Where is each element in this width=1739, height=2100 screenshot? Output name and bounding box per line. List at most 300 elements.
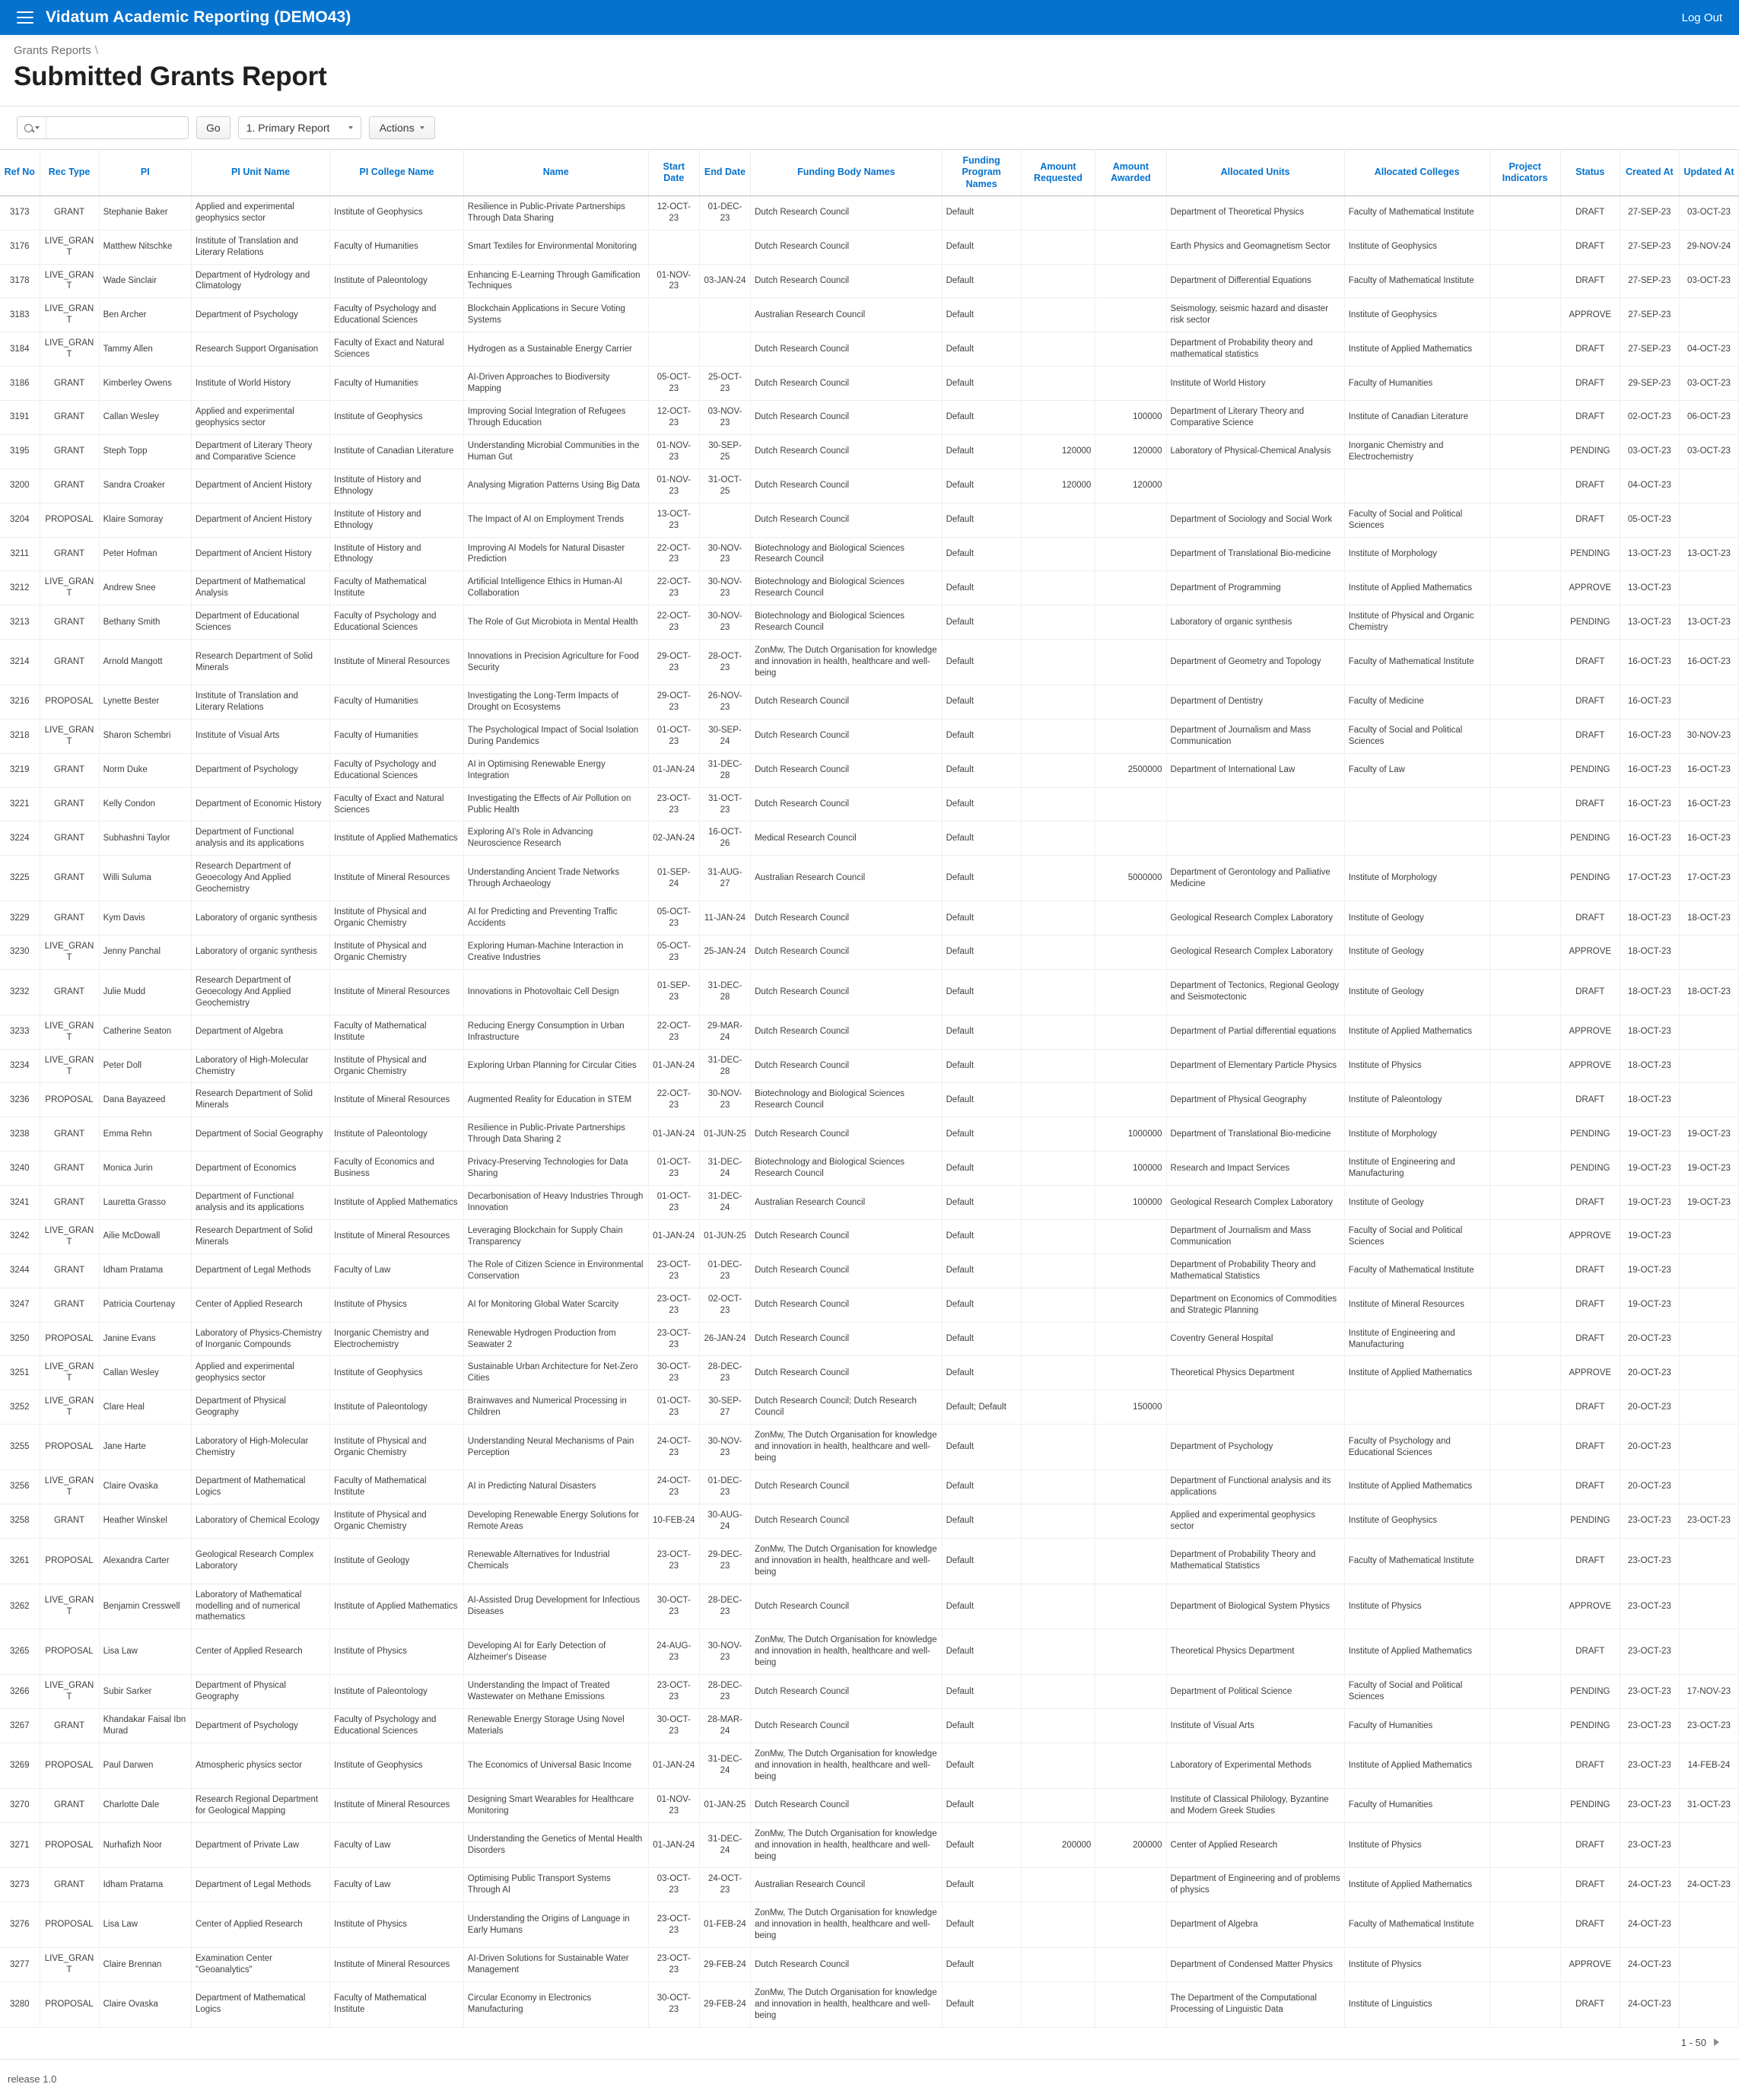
cell-funding-body-names: Dutch Research Council [751,1788,943,1822]
cell-ref-no: 3200 [0,469,40,503]
cell-allocated-colleges: Institute of Physics [1344,1948,1489,1982]
cell-amount-awarded [1095,230,1166,264]
cell-funding-body-names: ZonMw, The Dutch Organisation for knowledge and innovation in health, healthcare and well-being [751,640,943,685]
cell-allocated-colleges: Institute of Geophysics [1344,1504,1489,1538]
cell-allocated-colleges: Institute of Applied Mathematics [1344,1356,1489,1390]
cell-funding-program-names: Default [942,1788,1021,1822]
table-row[interactable] [0,434,1739,469]
cell-start-date: 01-SEP-23 [648,969,699,1015]
cell-funding-body-names: Dutch Research Council [751,1288,943,1322]
table-row[interactable] [0,1504,1739,1538]
cell-amount-awarded [1095,195,1166,230]
cell-amount-requested [1021,685,1095,719]
table-row[interactable] [0,469,1739,503]
cell-start-date: 23-OCT-23 [648,1538,699,1584]
cell-name: Resilience in Public-Private Partnerships Through Data Sharing [463,195,648,230]
table-row[interactable] [0,685,1739,719]
cell-ref-no: 3176 [0,230,40,264]
cell-amount-awarded [1095,1788,1166,1822]
cell-allocated-colleges: Faculty of Humanities [1344,367,1489,401]
cell-updated-at: 18-OCT-23 [1679,969,1738,1015]
cell-created-at: 18-OCT-23 [1620,1049,1679,1083]
table-row[interactable] [0,264,1739,298]
cell-allocated-units: Department of Dentistry [1166,685,1344,719]
cell-allocated-units: Department of International Law [1166,753,1344,787]
cell-ref-no: 3218 [0,719,40,753]
cell-name: Reducing Energy Consumption in Urban Infrastructure [463,1015,648,1049]
cell-rec-type: LIVE_GRANT [40,719,99,753]
cell-amount-awarded [1095,821,1166,856]
cell-allocated-units: Coventry General Hospital [1166,1322,1344,1356]
cell-status: DRAFT [1560,469,1620,503]
table-row[interactable] [0,1470,1739,1504]
cell-funding-program-names: Default [942,821,1021,856]
cell-funding-program-names: Default [942,1822,1021,1868]
cell-status: DRAFT [1560,719,1620,753]
cell-created-at: 18-OCT-23 [1620,969,1679,1015]
cell-project-indicators [1489,195,1560,230]
cell-amount-awarded [1095,1470,1166,1504]
cell-name: AI-Driven Solutions for Sustainable Water Management [463,1948,648,1982]
cell-status: PENDING [1560,1675,1620,1709]
cell-pi: Callan Wesley [99,401,191,435]
cell-ref-no: 3234 [0,1049,40,1083]
table-row[interactable] [0,1356,1739,1390]
column-header-created-at[interactable]: Created At [1620,150,1679,196]
column-header-pi-college-name[interactable]: PI College Name [330,150,464,196]
cell-start-date: 29-OCT-23 [648,685,699,719]
cell-created-at: 18-OCT-23 [1620,936,1679,970]
table-row[interactable] [0,1390,1739,1425]
cell-allocated-colleges: Institute of Applied Mathematics [1344,1015,1489,1049]
column-header-amount-awarded[interactable]: Amount Awarded [1095,150,1166,196]
cell-amount-awarded [1095,1743,1166,1788]
cell-end-date: 31-OCT-23 [699,787,750,821]
cell-allocated-colleges: Institute of Physics [1344,1584,1489,1629]
cell-pi-college-name: Institute of Paleontology [330,1675,464,1709]
cell-pi-unit-name: Applied and experimental geophysics sector [192,401,330,435]
cell-start-date: 01-OCT-23 [648,1152,699,1186]
cell-name: The Role of Citizen Science in Environmental Conservation [463,1253,648,1288]
cell-allocated-colleges: Institute of Geophysics [1344,230,1489,264]
cell-amount-awarded [1095,1902,1166,1948]
cell-funding-body-names: ZonMw, The Dutch Organisation for knowledge and innovation in health, healthcare and well-being [751,1902,943,1948]
cell-status: PENDING [1560,856,1620,901]
cell-pi: Claire Ovaska [99,1982,191,2028]
cell-ref-no: 3247 [0,1288,40,1322]
cell-pi: Catherine Seaton [99,1015,191,1049]
hamburger-icon[interactable] [17,11,33,24]
cell-pi-college-name: Institute of Physics [330,1288,464,1322]
column-header-ref-no[interactable]: Ref No [0,150,40,196]
cell-allocated-colleges: Institute of Geology [1344,901,1489,936]
cell-status: DRAFT [1560,969,1620,1015]
cell-rec-type: LIVE_GRANT [40,1675,99,1709]
cell-pi-college-name: Institute of Applied Mathematics [330,1584,464,1629]
cell-end-date: 26-NOV-23 [699,685,750,719]
table-row[interactable] [0,640,1739,685]
table-row[interactable] [0,936,1739,970]
cell-created-at: 19-OCT-23 [1620,1219,1679,1253]
cell-funding-body-names: Dutch Research Council [751,901,943,936]
cell-pi-college-name: Faculty of Mathematical Institute [330,571,464,605]
column-header-updated-at[interactable]: Updated At [1679,150,1738,196]
cell-allocated-colleges: Institute of Geophysics [1344,298,1489,332]
cell-amount-requested [1021,1584,1095,1629]
table-row[interactable] [0,1982,1739,2028]
cell-funding-program-names: Default [942,1470,1021,1504]
cell-project-indicators [1489,503,1560,537]
table-row[interactable] [0,1117,1739,1152]
table-row[interactable] [0,1822,1739,1868]
cell-pi: Tammy Allen [99,332,191,367]
cell-ref-no: 3219 [0,753,40,787]
cell-updated-at: 29-NOV-24 [1679,230,1738,264]
cell-pi: Kimberley Owens [99,367,191,401]
cell-name: Understanding the Origins of Language in Early Humans [463,1902,648,1948]
cell-funding-body-names: Dutch Research Council [751,1470,943,1504]
cell-updated-at [1679,1470,1738,1504]
cell-created-at: 16-OCT-23 [1620,821,1679,856]
cell-funding-program-names: Default [942,264,1021,298]
cell-rec-type: LIVE_GRANT [40,1015,99,1049]
cell-allocated-colleges: Institute of Linguistics [1344,1982,1489,2028]
table-row[interactable] [0,1948,1739,1982]
cell-status: APPROVE [1560,1584,1620,1629]
cell-pi-college-name: Institute of Physics [330,1902,464,1948]
cell-amount-awarded: 120000 [1095,434,1166,469]
table-row[interactable] [0,367,1739,401]
cell-pi: Lynette Bester [99,685,191,719]
cell-pi-unit-name: Department of Psychology [192,298,330,332]
cell-amount-requested [1021,1982,1095,2028]
table-row[interactable] [0,787,1739,821]
cell-pi: Claire Brennan [99,1948,191,1982]
search-icon[interactable] [17,117,46,138]
cell-rec-type: GRANT [40,469,99,503]
cell-start-date: 01-OCT-23 [648,719,699,753]
cell-start-date: 02-JAN-24 [648,821,699,856]
cell-pi-college-name: Institute of Mineral Resources [330,1948,464,1982]
cell-start-date: 23-OCT-23 [648,1948,699,1982]
cell-funding-body-names: Dutch Research Council [751,401,943,435]
cell-pi-college-name: Institute of Paleontology [330,1117,464,1152]
cell-end-date: 30-AUG-24 [699,1504,750,1538]
table-row[interactable] [0,1709,1739,1743]
cell-status: APPROVE [1560,936,1620,970]
table-row[interactable] [0,821,1739,856]
cell-amount-awarded [1095,1049,1166,1083]
cell-project-indicators [1489,605,1560,640]
cell-rec-type: GRANT [40,1504,99,1538]
cell-pi-college-name: Institute of Mineral Resources [330,640,464,685]
cell-funding-body-names: Dutch Research Council [751,753,943,787]
cell-status: DRAFT [1560,401,1620,435]
cell-rec-type: GRANT [40,367,99,401]
cell-allocated-units: Department of Geometry and Topology [1166,640,1344,685]
cell-updated-at [1679,1629,1738,1675]
cell-amount-requested [1021,969,1095,1015]
table-row[interactable] [0,719,1739,753]
cell-status: DRAFT [1560,195,1620,230]
grants-table-container[interactable] [0,149,1739,2028]
table-row[interactable] [0,1186,1739,1220]
cell-name: Developing Renewable Energy Solutions for Remote Areas [463,1504,648,1538]
cell-amount-awarded [1095,298,1166,332]
table-row[interactable] [0,332,1739,367]
cell-allocated-units: Research and Impact Services [1166,1152,1344,1186]
cell-amount-requested [1021,264,1095,298]
cell-ref-no: 3258 [0,1504,40,1538]
table-row[interactable] [0,1868,1739,1902]
column-header-status[interactable]: Status [1560,150,1620,196]
cell-pi-college-name: Institute of Physical and Organic Chemistry [330,1425,464,1470]
table-row[interactable] [0,503,1739,537]
cell-ref-no: 3238 [0,1117,40,1152]
cell-updated-at: 03-OCT-23 [1679,195,1738,230]
cell-pi-college-name: Faculty of Humanities [330,230,464,264]
table-row[interactable] [0,901,1739,936]
cell-created-at: 18-OCT-23 [1620,1083,1679,1117]
table-row[interactable] [0,1219,1739,1253]
cell-updated-at [1679,936,1738,970]
app-title: Vidatum Academic Reporting (DEMO43) [46,8,351,26]
report-select[interactable] [238,116,361,139]
table-row[interactable] [0,753,1739,787]
table-row[interactable] [0,1049,1739,1083]
cell-funding-body-names: Dutch Research Council [751,719,943,753]
cell-funding-body-names: Biotechnology and Biological Sciences Research Council [751,605,943,640]
cell-ref-no: 3252 [0,1390,40,1425]
cell-allocated-colleges: Faculty of Mathematical Institute [1344,1538,1489,1584]
cell-status: DRAFT [1560,332,1620,367]
column-header-funding-program-names[interactable]: Funding Program Names [942,150,1021,196]
table-row[interactable] [0,298,1739,332]
cell-pi: Dana Bayazeed [99,1083,191,1117]
cell-amount-requested [1021,195,1095,230]
cell-created-at: 02-OCT-23 [1620,401,1679,435]
cell-funding-program-names: Default [942,719,1021,753]
column-header-pi-unit-name[interactable]: PI Unit Name [192,150,330,196]
table-row[interactable] [0,1538,1739,1584]
cell-pi-unit-name: Laboratory of organic synthesis [192,901,330,936]
cell-allocated-colleges: Institute of Applied Mathematics [1344,1868,1489,1902]
cell-updated-at [1679,1425,1738,1470]
table-row[interactable] [0,230,1739,264]
cell-amount-requested [1021,1743,1095,1788]
search-input[interactable] [46,117,188,138]
logout-link[interactable]: Log Out [1681,11,1722,24]
cell-project-indicators [1489,1390,1560,1425]
table-row[interactable] [0,1288,1739,1322]
column-header-name[interactable]: Name [463,150,648,196]
cell-amount-requested [1021,936,1095,970]
cell-funding-body-names: Australian Research Council [751,1868,943,1902]
table-row[interactable] [0,1743,1739,1788]
cell-start-date: 24-OCT-23 [648,1425,699,1470]
table-row[interactable] [0,1253,1739,1288]
cell-updated-at [1679,1049,1738,1083]
cell-start-date: 30-OCT-23 [648,1584,699,1629]
cell-project-indicators [1489,1709,1560,1743]
cell-name: AI in Optimising Renewable Energy Integration [463,753,648,787]
cell-pi-college-name: Institute of History and Ethnology [330,469,464,503]
cell-pi-unit-name: Department of Physical Geography [192,1675,330,1709]
cell-pi-unit-name: Department of Functional analysis and its applications [192,1186,330,1220]
cell-allocated-units: Theoretical Physics Department [1166,1356,1344,1390]
cell-allocated-colleges: Institute of Morphology [1344,856,1489,901]
cell-pi-unit-name: Center of Applied Research [192,1902,330,1948]
cell-end-date: 29-FEB-24 [699,1982,750,2028]
cell-pi: Callan Wesley [99,1356,191,1390]
cell-start-date: 01-JAN-24 [648,1049,699,1083]
cell-name: Investigating the Effects of Air Pollution on Public Health [463,787,648,821]
cell-allocated-colleges: Faculty of Mathematical Institute [1344,195,1489,230]
cell-amount-awarded [1095,503,1166,537]
cell-name: Designing Smart Wearables for Healthcare Monitoring [463,1788,648,1822]
cell-funding-program-names: Default [942,936,1021,970]
cell-allocated-colleges: Faculty of Law [1344,753,1489,787]
breadcrumb-item-grants-reports[interactable]: Grants Reports [14,44,91,57]
cell-rec-type: PROPOSAL [40,685,99,719]
cell-created-at: 20-OCT-23 [1620,1390,1679,1425]
cell-name: AI for Monitoring Global Water Scarcity [463,1288,648,1322]
cell-amount-awarded [1095,1322,1166,1356]
cell-funding-body-names: Dutch Research Council [751,1356,943,1390]
cell-ref-no: 3271 [0,1822,40,1868]
cell-status: DRAFT [1560,1743,1620,1788]
cell-pi-college-name: Institute of Geophysics [330,401,464,435]
cell-status: APPROVE [1560,1015,1620,1049]
cell-pi-unit-name: Department of Educational Sciences [192,605,330,640]
cell-pi-unit-name: Department of Ancient History [192,537,330,571]
cell-pi-college-name: Institute of Applied Mathematics [330,1186,464,1220]
cell-updated-at: 13-OCT-23 [1679,605,1738,640]
table-row[interactable] [0,856,1739,901]
cell-created-at: 24-OCT-23 [1620,1902,1679,1948]
cell-status: DRAFT [1560,1470,1620,1504]
cell-ref-no: 3211 [0,537,40,571]
cell-updated-at [1679,1356,1738,1390]
cell-start-date: 23-OCT-23 [648,1902,699,1948]
cell-ref-no: 3213 [0,605,40,640]
cell-pi: Ben Archer [99,298,191,332]
cell-start-date: 23-OCT-23 [648,1322,699,1356]
cell-rec-type: LIVE_GRANT [40,298,99,332]
table-row[interactable] [0,1015,1739,1049]
column-header-pi[interactable]: PI [99,150,191,196]
cell-created-at: 19-OCT-23 [1620,1288,1679,1322]
cell-name: AI in Predicting Natural Disasters [463,1470,648,1504]
cell-created-at: 17-OCT-23 [1620,856,1679,901]
cell-pi: Jane Harte [99,1425,191,1470]
cell-name: Sustainable Urban Architecture for Net-Zero Cities [463,1356,648,1390]
column-header-amount-requested[interactable]: Amount Requested [1021,150,1095,196]
cell-pi: Lauretta Grasso [99,1186,191,1220]
cell-name: Investigating the Long-Term Impacts of Drought on Ecosystems [463,685,648,719]
cell-status: DRAFT [1560,787,1620,821]
cell-start-date: 24-OCT-23 [648,1470,699,1504]
cell-rec-type: GRANT [40,753,99,787]
cell-amount-requested [1021,1015,1095,1049]
cell-pi-college-name: Institute of Paleontology [330,1390,464,1425]
next-page-icon[interactable] [1714,2038,1719,2046]
cell-end-date: 31-OCT-25 [699,469,750,503]
cell-end-date: 31-DEC-24 [699,1186,750,1220]
table-row[interactable] [0,401,1739,435]
cell-funding-program-names: Default [942,367,1021,401]
cell-allocated-colleges: Institute of Morphology [1344,1117,1489,1152]
column-header-start-date[interactable]: Start Date [648,150,699,196]
table-row[interactable] [0,1152,1739,1186]
table-row[interactable] [0,1322,1739,1356]
cell-rec-type: LIVE_GRANT [40,1584,99,1629]
cell-amount-requested [1021,1390,1095,1425]
cell-status: PENDING [1560,1504,1620,1538]
cell-funding-body-names: Dutch Research Council [751,1015,943,1049]
actions-button[interactable] [369,116,435,139]
table-row[interactable] [0,1902,1739,1948]
column-header-allocated-units[interactable]: Allocated Units [1166,150,1344,196]
cell-name: Renewable Alternatives for Industrial Chemicals [463,1538,648,1584]
cell-updated-at [1679,298,1738,332]
go-button[interactable]: Go [196,116,230,139]
column-header-rec-type[interactable]: Rec Type [40,150,99,196]
cell-pi: Claire Ovaska [99,1470,191,1504]
cell-status: DRAFT [1560,640,1620,685]
table-row[interactable] [0,537,1739,571]
cell-allocated-units: Department of Theoretical Physics [1166,195,1344,230]
cell-funding-body-names: Dutch Research Council [751,1253,943,1288]
cell-pi-unit-name: Department of Mathematical Logics [192,1982,330,2028]
table-row[interactable] [0,1629,1739,1675]
column-header-end-date[interactable]: End Date [699,150,750,196]
table-row[interactable] [0,1675,1739,1709]
cell-allocated-units: Department of Translational Bio-medicine [1166,537,1344,571]
table-row[interactable] [0,1584,1739,1629]
cell-end-date: 01-DEC-23 [699,1253,750,1288]
table-row[interactable] [0,1425,1739,1470]
table-row[interactable] [0,195,1739,230]
column-header-project-indicators[interactable]: Project Indicators [1489,150,1560,196]
cell-status: DRAFT [1560,503,1620,537]
cell-amount-awarded [1095,1083,1166,1117]
cell-rec-type: LIVE_GRANT [40,1948,99,1982]
cell-pi: Willi Suluma [99,856,191,901]
cell-name: The Economics of Universal Basic Income [463,1743,648,1788]
cell-name: Hydrogen as a Sustainable Energy Carrier [463,332,648,367]
table-row[interactable] [0,605,1739,640]
table-row[interactable] [0,1083,1739,1117]
cell-amount-awarded [1095,719,1166,753]
cell-ref-no: 3232 [0,969,40,1015]
cell-pi: Khandakar Faisal Ibn Murad [99,1709,191,1743]
cell-pi-college-name: Institute of Applied Mathematics [330,821,464,856]
column-header-allocated-colleges[interactable]: Allocated Colleges [1344,150,1489,196]
table-row[interactable] [0,1788,1739,1822]
cell-project-indicators [1489,1470,1560,1504]
column-header-funding-body-names[interactable]: Funding Body Names [751,150,943,196]
cell-pi-unit-name: Department of Literary Theory and Comparative Science [192,434,330,469]
table-row[interactable] [0,571,1739,605]
cell-funding-body-names: Dutch Research Council [751,1322,943,1356]
cell-ref-no: 3276 [0,1902,40,1948]
cell-name: Improving AI Models for Natural Disaster Prediction [463,537,648,571]
table-row[interactable] [0,969,1739,1015]
cell-pi: Norm Duke [99,753,191,787]
cell-allocated-units: Department of Partial differential equations [1166,1015,1344,1049]
cell-funding-program-names: Default [942,787,1021,821]
